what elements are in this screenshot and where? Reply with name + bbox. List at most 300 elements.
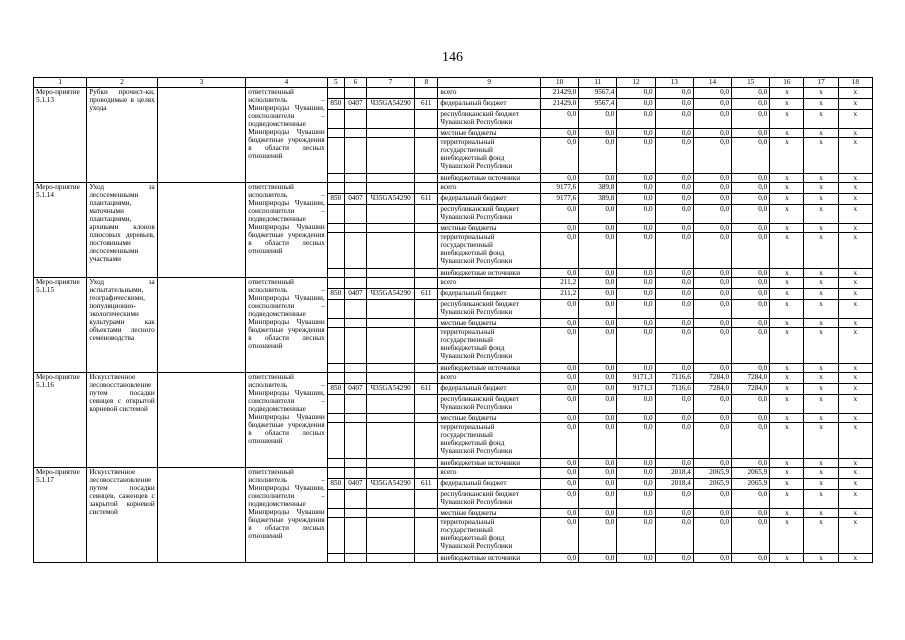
year-amount: 0,0 [693,174,731,183]
indicator-value: х [838,300,872,319]
funding-source: республиканский бюджет Чувашской Республики [438,205,541,224]
indicator-value: х [804,509,838,518]
year-amount: 0,0 [655,459,693,468]
budget-code-rzpr: 0407 [344,99,366,110]
indicator-value: х [770,468,804,479]
indicator-value: х [804,289,838,300]
year-amount: 0,0 [655,554,693,563]
indicator-value: х [838,174,872,183]
indicator-value: х [838,490,872,509]
budget-code-rzpr [344,414,366,423]
indicator-value: х [804,384,838,395]
indicator-value: х [838,459,872,468]
year-amount: 0,0 [617,479,655,490]
budget-code-csr: Ч35GA54290 [366,99,414,110]
year-amount: 0,0 [693,300,731,319]
indicator-value: х [770,490,804,509]
indicator-value: х [838,194,872,205]
year-amount: 0,0 [540,269,578,278]
measure-label: Меро-приятие 5.1.14 [34,183,87,278]
funding-source: внебюджетные источники [438,554,541,563]
year-amount: 0,0 [617,459,655,468]
column-number: 7 [366,78,414,88]
year-amount: 0,0 [693,459,731,468]
indicator-value: х [770,395,804,414]
header-row [34,78,873,88]
year-amount: 0,0 [732,88,770,99]
year-amount: 0,0 [655,183,693,194]
participant-cell [157,88,246,183]
year-amount: 0,0 [732,183,770,194]
column-number: 15 [732,78,770,88]
budget-code-vr [415,183,438,194]
year-amount: 0,0 [655,110,693,129]
column-number: 11 [579,78,617,88]
budget-code-rzpr [344,129,366,138]
year-amount: 0,0 [579,174,617,183]
budget-code-vr [415,319,438,328]
measure-label: Меро-приятие 5.1.16 [34,373,87,468]
year-amount: 0,0 [732,319,770,328]
budget-code-csr [366,395,414,414]
year-amount: 0,0 [693,138,731,174]
year-amount: 0,0 [693,194,731,205]
year-amount: 0,0 [655,233,693,269]
budget-code-vr: 611 [415,99,438,110]
budget-code-grbs [327,233,344,269]
year-amount: 0,0 [540,490,578,509]
year-amount: 0,0 [655,194,693,205]
column-number: 9 [438,78,541,88]
year-amount: 0,0 [617,414,655,423]
budget-code-vr [415,129,438,138]
year-amount: 0,0 [732,289,770,300]
year-amount: 0,0 [655,174,693,183]
budget-code-grbs [327,509,344,518]
year-amount: 0,0 [617,468,655,479]
responsible-executor: ответственный исполнитель – Минприроды Чувашии, соисполнители – подведомственные Минприроды Чувашии бюджетные учреждения в области лесных отношений [246,468,327,563]
year-amount: 0,0 [579,289,617,300]
year-amount: 0,0 [617,194,655,205]
budget-code-csr [366,518,414,554]
budget-code-rzpr [344,518,366,554]
year-amount: 0,0 [693,395,731,414]
year-amount: 0,0 [579,459,617,468]
year-amount: 0,0 [693,278,731,289]
year-amount: 9567,4 [579,99,617,110]
year-amount: 0,0 [617,509,655,518]
budget-code-grbs [327,423,344,459]
column-number: 14 [693,78,731,88]
budget-code-vr [415,328,438,364]
funding-source: всего [438,468,541,479]
budget-code-vr: 611 [415,384,438,395]
budget-code-rzpr [344,300,366,319]
funding-source: федеральный бюджет [438,289,541,300]
year-amount: 0,0 [732,554,770,563]
budget-code-csr [366,509,414,518]
year-amount: 0,0 [732,174,770,183]
year-amount: 0,0 [540,110,578,129]
measure-name: Уход за лесосеменными плантациями, маточными плантациями, архивами клонов плюсовых деревьев, постоянными лесосеменными участками [87,183,157,278]
indicator-value: х [838,129,872,138]
year-amount: 0,0 [540,129,578,138]
funding-source: территориальный государственный внебюджетный фонд Чувашской Республики [438,518,541,554]
budget-code-csr [366,468,414,479]
budget-code-csr [366,490,414,509]
budget-code-grbs [327,88,344,99]
year-amount: 0,0 [579,490,617,509]
year-amount: 0,0 [617,289,655,300]
indicator-value: х [770,373,804,384]
indicator-value: х [770,518,804,554]
indicator-value: х [770,459,804,468]
budget-code-grbs [327,414,344,423]
year-amount: 0,0 [617,110,655,129]
funding-source: всего [438,88,541,99]
budget-code-grbs [327,138,344,174]
year-amount: 0,0 [617,99,655,110]
indicator-value: х [804,459,838,468]
indicator-value: х [804,129,838,138]
funding-source: федеральный бюджет [438,99,541,110]
indicator-value: х [804,364,838,373]
funding-source: всего [438,278,541,289]
budget-code-vr [415,300,438,319]
budget-code-grbs [327,224,344,233]
year-amount: 7116,6 [655,373,693,384]
year-amount: 21429,0 [540,88,578,99]
year-amount: 0,0 [693,129,731,138]
budget-code-csr [366,423,414,459]
year-amount: 0,0 [617,233,655,269]
budget-table [33,77,873,563]
budget-code-vr [415,88,438,99]
year-amount: 0,0 [617,278,655,289]
funding-source: республиканский бюджет Чувашской Республики [438,300,541,319]
indicator-value: х [838,278,872,289]
year-amount: 9171,3 [617,384,655,395]
measure-name: Рубки прочист-ки, проводимые в целях ухода [87,88,157,183]
budget-code-rzpr [344,328,366,364]
year-amount: 0,0 [693,205,731,224]
budget-code-rzpr [344,138,366,174]
indicator-value: х [804,194,838,205]
funding-source: местные бюджеты [438,224,541,233]
budget-code-grbs [327,468,344,479]
year-amount: 0,0 [655,414,693,423]
year-amount: 0,0 [579,300,617,319]
budget-code-csr [366,224,414,233]
indicator-value: х [770,174,804,183]
budget-code-grbs: 850 [327,194,344,205]
column-number: 5 [327,78,344,88]
year-amount: 211,2 [540,278,578,289]
indicator-value: х [770,233,804,269]
funding-source: федеральный бюджет [438,384,541,395]
year-amount: 0,0 [540,138,578,174]
year-amount: 0,0 [579,224,617,233]
budget-code-rzpr: 0407 [344,289,366,300]
budget-code-rzpr [344,278,366,289]
budget-code-rzpr [344,364,366,373]
year-amount: 0,0 [617,328,655,364]
participant-cell [157,278,246,373]
year-amount: 0,0 [540,328,578,364]
measure-label: Меро-приятие 5.1.13 [34,88,87,183]
year-amount: 0,0 [693,88,731,99]
budget-code-rzpr [344,423,366,459]
year-amount: 0,0 [579,364,617,373]
budget-code-rzpr: 0407 [344,479,366,490]
year-amount: 0,0 [655,289,693,300]
indicator-value: х [838,110,872,129]
year-amount: 0,0 [617,88,655,99]
year-amount: 0,0 [655,518,693,554]
responsible-executor: ответственный исполнитель – Минприроды Чувашии, соисполнители – подведомственные Минприроды Чувашии бюджетные учреждения в области лесных отношений [246,278,327,373]
budget-code-grbs [327,129,344,138]
responsible-executor: ответственный исполнитель – Минприроды Чувашии, соисполнители – подведомственные Минприроды Чувашии бюджетные учреждения в области лесных отношений [246,88,327,183]
year-amount: 0,0 [732,233,770,269]
indicator-value: х [804,554,838,563]
column-number: 4 [246,78,327,88]
indicator-value: х [770,110,804,129]
year-amount: 0,0 [732,490,770,509]
year-amount: 7284,0 [693,373,731,384]
year-amount: 0,0 [732,459,770,468]
budget-code-vr [415,269,438,278]
indicator-value: х [838,414,872,423]
budget-code-rzpr [344,509,366,518]
budget-code-grbs: 850 [327,384,344,395]
year-amount: 0,0 [579,509,617,518]
year-amount: 0,0 [693,99,731,110]
year-amount: 0,0 [693,289,731,300]
year-amount: 0,0 [579,414,617,423]
indicator-value: х [804,423,838,459]
budget-code-vr [415,110,438,129]
indicator-value: х [838,183,872,194]
year-amount: 0,0 [617,138,655,174]
budget-code-vr [415,468,438,479]
budget-code-vr [415,395,438,414]
budget-code-csr [366,364,414,373]
indicator-value: х [804,174,838,183]
indicator-value: х [804,269,838,278]
budget-code-vr [415,490,438,509]
indicator-value: х [838,269,872,278]
budget-code-vr: 611 [415,289,438,300]
indicator-value: х [770,224,804,233]
year-amount: 0,0 [732,328,770,364]
budget-code-csr [366,110,414,129]
measure-label: Меро-приятие 5.1.17 [34,468,87,563]
indicator-value: х [770,479,804,490]
year-amount: 0,0 [693,509,731,518]
budget-code-rzpr [344,395,366,414]
year-amount: 0,0 [579,384,617,395]
indicator-value: х [838,224,872,233]
budget-code-vr [415,138,438,174]
budget-code-rzpr [344,205,366,224]
year-amount: 0,0 [655,328,693,364]
indicator-value: х [770,300,804,319]
budget-code-csr [366,414,414,423]
indicator-value: х [804,479,838,490]
budget-code-vr [415,459,438,468]
funding-source: территориальный государственный внебюджетный фонд Чувашской Республики [438,328,541,364]
year-amount: 0,0 [579,395,617,414]
budget-code-csr: Ч35GA54290 [366,289,414,300]
year-amount: 7284,0 [732,384,770,395]
budget-code-csr [366,554,414,563]
table-row [34,278,873,289]
year-amount: 0,0 [732,395,770,414]
budget-code-grbs [327,205,344,224]
budget-code-csr [366,373,414,384]
budget-code-vr [415,364,438,373]
participant-cell [157,468,246,563]
column-number: 1 [34,78,87,88]
year-amount: 0,0 [617,554,655,563]
budget-code-rzpr [344,459,366,468]
budget-code-vr [415,233,438,269]
indicator-value: х [838,554,872,563]
budget-code-csr [366,278,414,289]
indicator-value: х [838,99,872,110]
year-amount: 0,0 [655,88,693,99]
year-amount: 0,0 [540,174,578,183]
year-amount: 0,0 [693,518,731,554]
year-amount: 0,0 [540,518,578,554]
year-amount: 0,0 [655,138,693,174]
budget-code-vr: 611 [415,194,438,205]
budget-code-grbs [327,319,344,328]
indicator-value: х [804,205,838,224]
indicator-value: х [838,479,872,490]
year-amount: 0,0 [732,300,770,319]
indicator-value: х [770,414,804,423]
indicator-value: х [804,278,838,289]
year-amount: 0,0 [540,224,578,233]
budget-code-rzpr [344,468,366,479]
year-amount: 2065,9 [693,468,731,479]
year-amount: 0,0 [693,110,731,129]
indicator-value: х [770,509,804,518]
year-amount: 0,0 [617,423,655,459]
budget-code-csr [366,233,414,269]
year-amount: 0,0 [655,300,693,319]
budget-code-rzpr [344,554,366,563]
indicator-value: х [770,183,804,194]
funding-source: внебюджетные источники [438,459,541,468]
indicator-value: х [838,289,872,300]
year-amount: 9177,6 [540,194,578,205]
year-amount: 0,0 [655,319,693,328]
budget-code-vr [415,205,438,224]
year-amount: 0,0 [579,278,617,289]
year-amount: 0,0 [732,278,770,289]
year-amount: 389,8 [579,194,617,205]
budget-code-grbs [327,174,344,183]
year-amount: 0,0 [579,319,617,328]
indicator-value: х [770,205,804,224]
year-amount: 0,0 [655,278,693,289]
year-amount: 0,0 [540,468,578,479]
budget-code-vr [415,278,438,289]
year-amount: 0,0 [540,319,578,328]
indicator-value: х [770,319,804,328]
indicator-value: х [838,518,872,554]
year-amount: 2065,9 [732,468,770,479]
year-amount: 0,0 [693,490,731,509]
year-amount: 0,0 [540,364,578,373]
budget-code-grbs [327,554,344,563]
year-amount: 0,0 [617,224,655,233]
indicator-value: х [804,328,838,364]
budget-code-rzpr [344,490,366,509]
table-row [34,88,873,99]
year-amount: 0,0 [732,138,770,174]
budget-code-grbs [327,269,344,278]
column-number: 12 [617,78,655,88]
budget-code-grbs [327,364,344,373]
year-amount: 0,0 [655,423,693,459]
year-amount: 0,0 [579,233,617,269]
indicator-value: х [804,233,838,269]
budget-code-rzpr [344,174,366,183]
year-amount: 0,0 [540,395,578,414]
year-amount: 9171,3 [617,373,655,384]
year-amount: 0,0 [732,129,770,138]
column-number: 2 [87,78,157,88]
year-amount: 0,0 [732,205,770,224]
column-number: 13 [655,78,693,88]
indicator-value: х [804,319,838,328]
indicator-value: х [804,373,838,384]
budget-code-csr [366,138,414,174]
funding-source: территориальный государственный внебюджетный фонд Чувашской Республики [438,138,541,174]
year-amount: 0,0 [579,129,617,138]
indicator-value: х [770,289,804,300]
indicator-value: х [804,490,838,509]
indicator-value: х [838,364,872,373]
year-amount: 0,0 [579,373,617,384]
budget-code-grbs: 850 [327,289,344,300]
budget-code-rzpr [344,269,366,278]
year-amount: 0,0 [655,395,693,414]
measure-label: Меро-приятие 5.1.15 [34,278,87,373]
indicator-value: х [838,373,872,384]
budget-code-csr [366,174,414,183]
indicator-value: х [804,414,838,423]
indicator-value: х [838,205,872,224]
year-amount: 0,0 [693,364,731,373]
budget-code-csr [366,129,414,138]
funding-source: внебюджетные источники [438,364,541,373]
funding-source: внебюджетные источники [438,174,541,183]
year-amount: 0,0 [579,468,617,479]
indicator-value: х [804,138,838,174]
year-amount: 0,0 [655,205,693,224]
year-amount: 0,0 [579,479,617,490]
indicator-value: х [770,423,804,459]
year-amount: 0,0 [693,319,731,328]
year-amount: 0,0 [693,423,731,459]
funding-source: территориальный государственный внебюджетный фонд Чувашской Республики [438,423,541,459]
budget-code-vr [415,518,438,554]
year-amount: 0,0 [732,269,770,278]
